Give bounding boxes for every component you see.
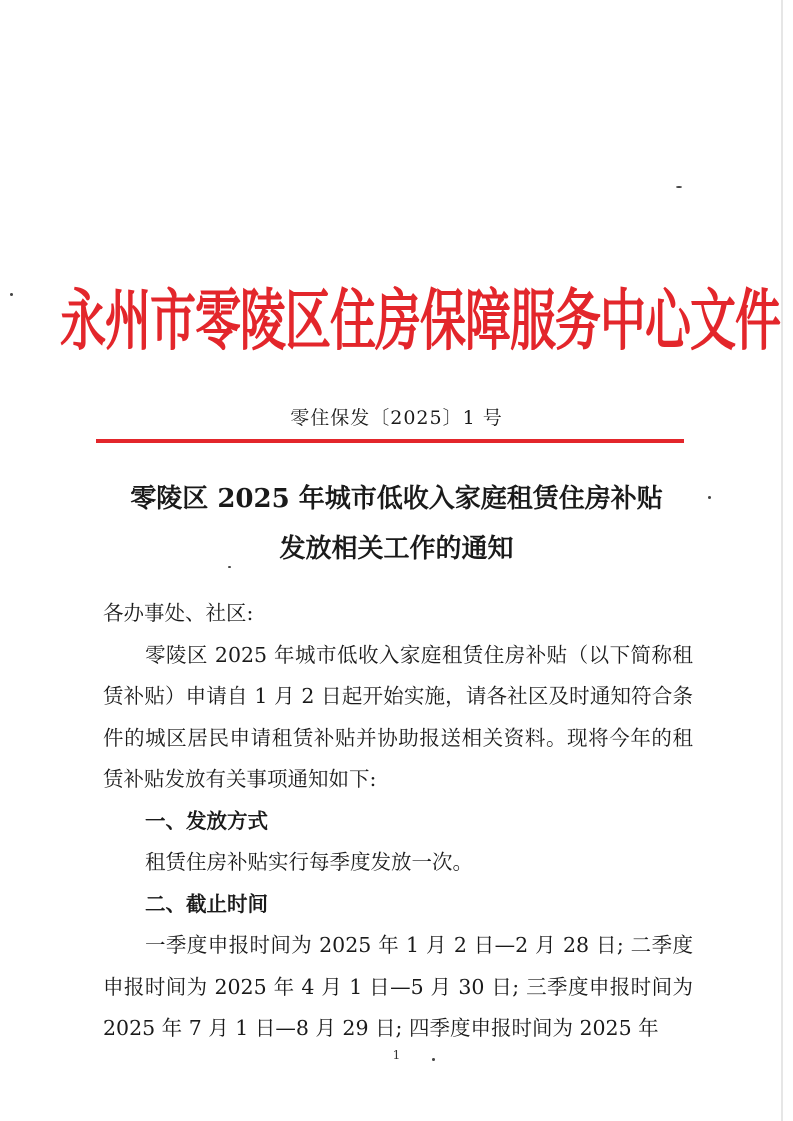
intro-paragraph: 零陵区 2025 年城市低收入家庭租赁住房补贴（以下简称租赁补贴）申请自 1 月 2 日起开始实施，请各社区及时通知符合条件的城区居民申请租赁补贴并协助报送相关资料。现将今年的租赁补贴发放有关事项通知如下: [103, 642, 693, 791]
document-number: 零住保发〔2025〕1 号 [290, 407, 503, 429]
notice-body [103, 593, 693, 1050]
notice-title-line2: 发放相关工作的通知 [279, 534, 514, 564]
salutation: 各办事处、社区: [103, 601, 254, 625]
red-divider-line [96, 439, 684, 443]
section-heading-2: 二、截止时间 [145, 891, 268, 916]
section-heading-1: 一、发放方式 [145, 808, 268, 833]
masthead-title: 永州市零陵区住房保障服务中心文件 [60, 281, 780, 360]
section-text-2: 一季度申报时间为 2025 年 1 月 2 日—2 月 28 日; 二季度申报时间为 2025 年 4 月 1 日—5 月 30 日; 三季度申报时间为 2025 年 7 月 1 日—8 月 29 日; 四季度申报时间为 2025 年 [103, 933, 693, 1040]
notice-title-line1: 零陵区 2025 年城市低收入家庭租赁住房补贴 [130, 484, 663, 514]
notice-title [0, 474, 793, 574]
scan-speck [10, 293, 13, 296]
section-text-1: 租赁住房补贴实行每季度发放一次。 [145, 850, 473, 874]
scan-speck [676, 186, 682, 188]
page-number: 1 [392, 1048, 401, 1062]
